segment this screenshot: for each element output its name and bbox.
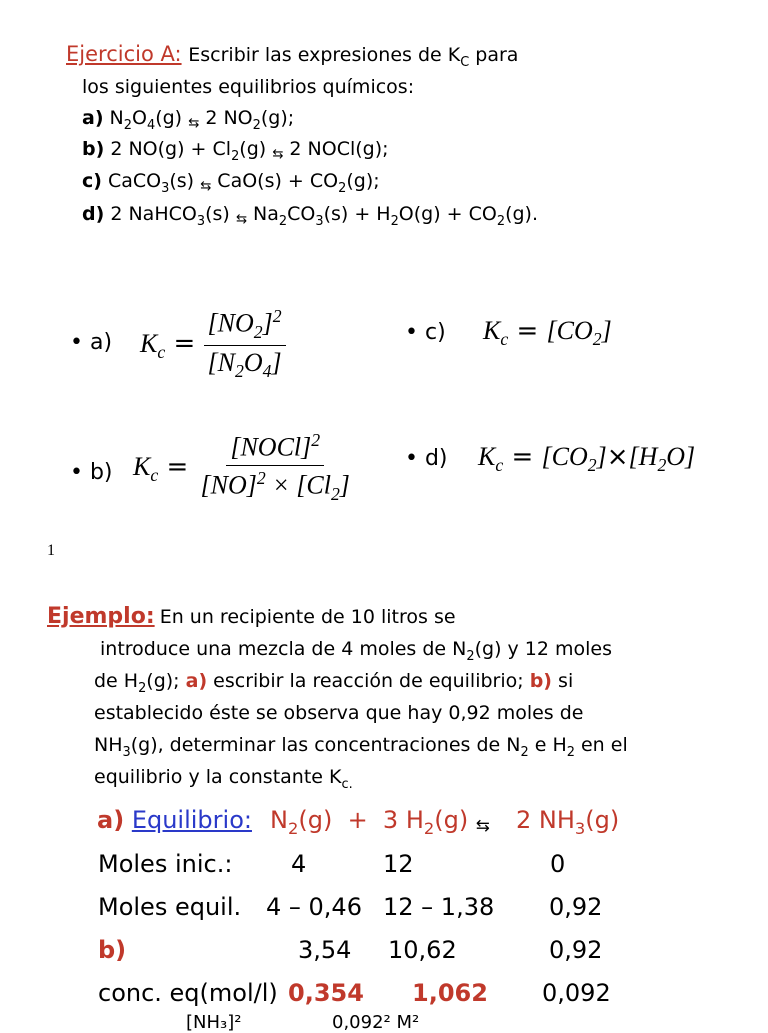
exercise-intro-2: los siguientes equilibrios químicos: [82, 76, 415, 98]
example-line-2: introduce una mezcla de 4 moles de $N_2(g)$ y 12 moles [100, 638, 613, 664]
row-1-label: Moles equil. [98, 893, 242, 921]
page-number: 1 [47, 542, 55, 559]
exercise-intro-1: Escribir las expresiones de $K_C$ para [188, 44, 519, 70]
row-1-c3: 0,92 [549, 893, 603, 921]
row-2-c3: 0,92 [549, 936, 603, 964]
example-line-4: establecido éste se observa que hay 0,92 moles de [94, 702, 584, 724]
exercise-item-c: c) CaCO$_3$(s) ⇆ $CaO(s) + CO_2(g)$; [82, 170, 380, 196]
cut-text-right: 0,092² M² [332, 1012, 420, 1033]
answer-c-label: • c) [405, 320, 446, 345]
exercise-title: Ejercicio A: [66, 42, 182, 66]
example-line-6: equilibrio y la constante $K_{c.}$ [94, 766, 353, 792]
example-line-5: $NH_3(g)$, determinar las concentraciones de $N_2$ e $H_2$ en el [94, 734, 628, 760]
example-title: Ejemplo: [47, 604, 155, 629]
exercise-item-a: a) $N_2O_4(g)$ ⇆ 2 $NO_2(g)$; [82, 107, 295, 133]
table-header [97, 806, 252, 834]
row-2-c2: 10,62 [388, 936, 457, 964]
table-header-label: Equilibrio: [131, 806, 252, 834]
row-3-label: conc. eq(mol/l) [98, 979, 278, 1007]
example-line-3: de $H_2(g)$; a) escribir la reacción de equilibrio; b) si [94, 670, 574, 696]
table-header-product: 2 $NH_3(g)$ [516, 806, 620, 838]
exercise-item-b: b) 2 $NO(g) + Cl_2(g)$ ⇆ 2 NOCl(g); [82, 138, 389, 164]
answer-b-label: • b) [70, 460, 113, 485]
row-0-label: Moles inic.: [98, 850, 233, 878]
answer-a-formula: $K_c$ = $\frac{[NO_2]^2}{[N_2O_4]}$ [140, 306, 286, 382]
answer-b-formula: $K_c$ = $\frac{[NOCl]^2}{[NO]^2 \times [Cl_2]}$ [133, 430, 350, 504]
row-2-label: b) [98, 936, 127, 964]
answer-d-formula: $K_c = [CO_2]\times[H_2O]$ [478, 442, 696, 476]
row-0-c1: 4 [291, 850, 307, 878]
answer-d-label: • d) [405, 446, 448, 471]
answer-c-formula: $K_c = [CO_2]$ [483, 316, 612, 350]
table-header-a: a) [97, 806, 125, 834]
row-3-c1: 0,354 [288, 979, 364, 1007]
cut-text-left: [NH₃]² [186, 1012, 242, 1033]
example-heading [47, 602, 456, 632]
row-0-c2: 12 [383, 850, 414, 878]
row-0-c3: 0 [550, 850, 566, 878]
answer-a-label: • a) [70, 330, 113, 355]
row-3-c2: 1,062 [412, 979, 488, 1007]
exercise-item-d: d) 2 NaHCO$_3$(s) ⇆ $Na_2CO_3(s) + H_2O(g) + CO_2(g)$. [82, 203, 539, 229]
row-1-c1: 4 – 0,46 [266, 893, 362, 921]
row-3-c3: 0,092 [542, 979, 611, 1007]
example-line-1: En un recipiente de 10 litros se [159, 606, 456, 628]
row-1-c2: 12 – 1,38 [383, 893, 495, 921]
table-header-reactants: $N_2(g) + 3$ $H_2(g)$ ⇆ [270, 806, 490, 838]
row-2-c1: 3,54 [298, 936, 352, 964]
